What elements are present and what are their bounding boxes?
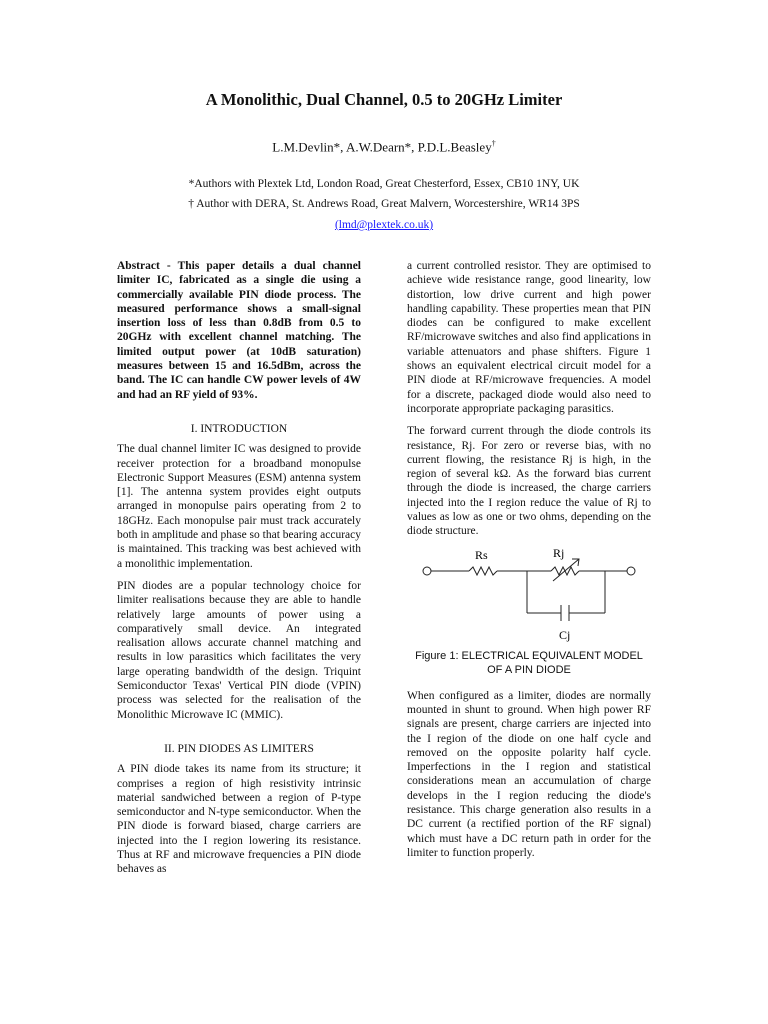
label-rs: Rs <box>475 547 488 562</box>
right-column <box>407 259 651 868</box>
affiliation-plextek: *Authors with Plextek Ltd, London Road, Great Chesterford, Essex, CB10 1NY, UK <box>188 178 580 190</box>
abstract: Abstract - This paper details a dual channel limiter IC, fabricated as a single die using a commercially available PIN diode process. The measured performance shows a small-signal insertion loss of less than 0.8dB from 0.5 to 20GHz with excellent channel matching. The limited output power (at 10dB saturation) measures between 15 and 16.5dBm, across the band. The IC can handle CW power levels of 4W and had an RF yield of 93%. <box>117 260 361 401</box>
intro-paragraph-2: PIN diodes are a popular technology choice for limiter realisations because they are able to handle relatively large amounts of power using a comparatively small device. An integrated realisation allows accurate channel matching and results in low parasitics which facilitates the very large operating bandwidth of the design. Triquint Semiconductor Texas' Vertical PIN diode (VPIN) process was selected for the realisation of the Monolithic Microwave IC (MMIC). <box>117 579 361 721</box>
section-heading-introduction: I. INTRODUCTION <box>190 422 288 435</box>
left-column <box>117 259 361 885</box>
caption-line-1: Figure 1: ELECTRICAL EQUIVALENT MODEL <box>415 649 643 662</box>
output-terminal <box>627 567 635 575</box>
equivalent-circuit-diagram <box>407 547 651 643</box>
caption-line-2: OF A PIN DIODE <box>487 663 571 676</box>
figure-1-caption <box>407 649 651 677</box>
right-paragraph-2: The forward current through the diode controls its resistance, Rj. For zero or reverse bias, with no current flowing, the resistance Rj is high, in the region of several kΩ. As the forward bias current through the diode is increased, the charge carriers injected into the I region reduce the value of Rj to values as low as one or two ohms, depending on the diode structure. <box>407 425 651 538</box>
pin-diode-paragraph: A PIN diode takes its name from its structure; it comprises a region of high resistivity intrinsic material sandwiched between a region of P-type semiconductor and N-type semiconductor. When the PIN diode is forward biased, charge carriers are injected into the I region lowering its resistance. Thus at RF and microwave frequencies a PIN diode behaves as <box>117 763 361 876</box>
label-cj: Cj <box>559 627 571 642</box>
right-paragraph-1: a current controlled resistor. They are optimised to achieve wide resistance range, good linearity, low distortion, low drive current and high power handling capability. These properties mean that PIN diodes can be configured to make excellent RF/microwave switches and also find applications in variable attenuators and phase shifters. Figure 1 shows an equivalent electrical circuit model for a PIN diode at RF/microwave frequencies. A model for a discrete, packaged diode would also need to incorporate appropriate packaging parasitics. <box>407 260 651 415</box>
figure-1-circuit <box>407 547 651 643</box>
label-rj: Rj <box>553 546 565 560</box>
affiliation-dera: † Author with DERA, St. Andrews Road, Great Malvern, Worcestershire, WR14 3PS <box>188 198 580 210</box>
author-line <box>0 139 768 155</box>
right-paragraph-3: When configured as a limiter, diodes are normally mounted in shunt to ground. When high power RF signals are present, charge carriers are injected into the I region of the diode on one half cycle and removed on the opposite polarity half cycle. Imperfections in the I region and statistical considerations mean an accumulation of charge develops in the I region reducing the diode's resistance. This charge generation also results in a DC current (a rectified portion of the RF signal) which must have a DC return path in order for the limiter to function properly. <box>407 689 651 859</box>
author-dagger-mark: † <box>491 139 496 148</box>
intro-paragraph-1: The dual channel limiter IC was designed to provide receiver protection for a broadband monopulse Electronic Support Measures (ESM) antenna system [1]. The antenna system provides eight outputs arranged in monopulse pairs operating from 2 to 18GHz. Each monopulse pair must track accurately both in amplitude and phase so that bearing accuracy is maintained. This tracking was best achieved with a monolithic implementation. <box>117 443 361 570</box>
resistor-rs-symbol <box>469 567 497 575</box>
section-heading-pin-diodes: II. PIN DIODES AS LIMITERS <box>164 742 314 755</box>
contact-email-link[interactable]: (lmd@plextek.co.uk) <box>334 219 434 231</box>
paper-title: A Monolithic, Dual Channel, 0.5 to 20GHz Limiter <box>205 90 563 109</box>
author-names: L.M.Devlin*, A.W.Dearn*, P.D.L.Beasley <box>272 139 492 155</box>
input-terminal <box>423 567 431 575</box>
